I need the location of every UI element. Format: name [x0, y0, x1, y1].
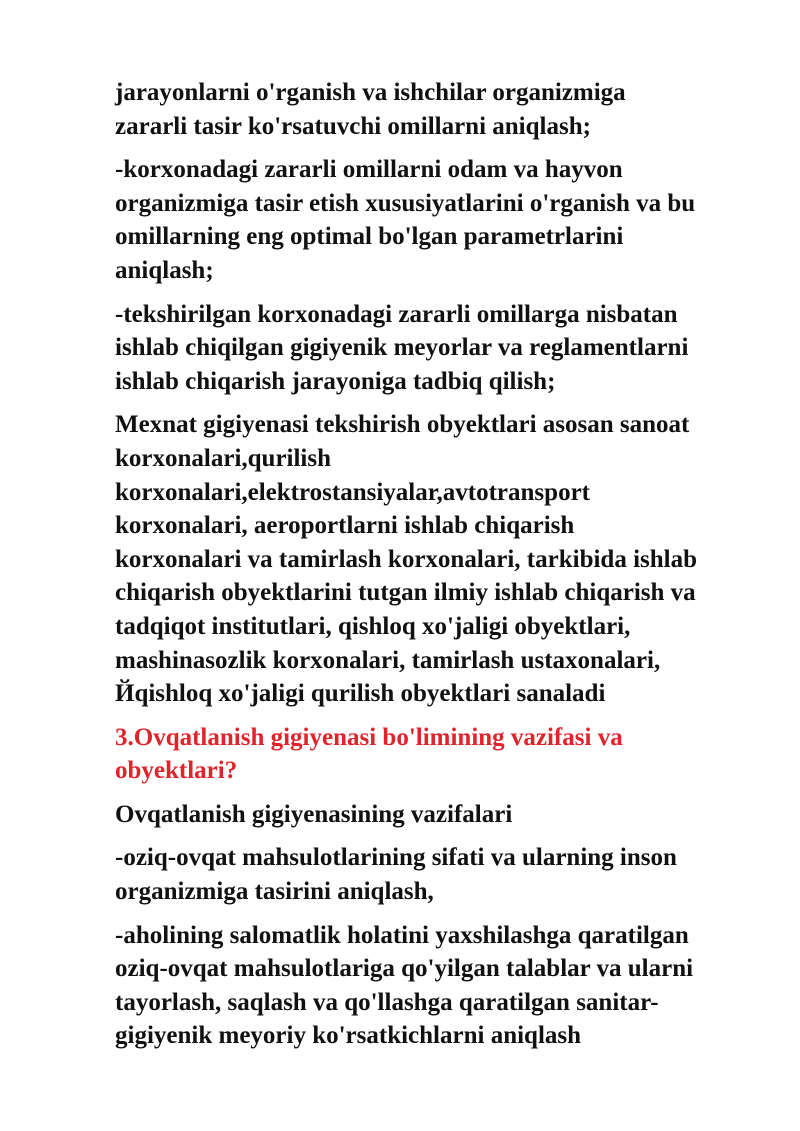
- document-page: [115, 76, 747, 1063]
- paragraph-food-quality: -oziq-ovqat mahsulotlarining sifati va ularning inson organizmiga tasirini aniqlash,: [115, 844, 677, 906]
- paragraph-nutrition-tasks-title: Ovqatlanish gigiyenasining vazifalari: [115, 800, 513, 828]
- paragraph-hygienic-norms: -tekshirilgan korxonadagi zararli omillarga nisbatan ishlab chiqilgan gigiyenik meyorlar va reglamentlarni ishlab chiqarish jarayoniga tadbiq qilish;: [115, 300, 689, 395]
- section-heading-nutrition-hygiene: 3.Ovqatlanish gigiyenasi bo'limining vazifasi va obyektlari?: [115, 723, 623, 785]
- paragraph-intro-continuation: jarayonlarni o'rganish va ishchilar organizmiga zararli tasir ko'rsatuvchi omillarni aniqlash;: [115, 79, 626, 140]
- paragraph-harmful-factors-study: -korxonadagi zararli omillarni odam va hayvon organizmiga tasir etish xususiyatlarini o'rganish va bu omillarning eng optimal bo'lgan parametrlarini aniqlash;: [115, 156, 696, 284]
- paragraph-labor-hygiene-objects: Mexnat gigiyenasi tekshirish obyektlari asosan sanoat korxonalari,qurilish korxonalari,elektrostansiyalar,avtotransport korxonalari, aeroportlarni ishlab chiqarish korxonalari va tamirlash korxonalari, tarkibida ishlab chiqarish obyektlarini tutgan ilmiy ishlab chiqarish va tadqiqot institutlari, qishloq xo'jaligi obyektlari, mashinasozlik korxonalari, tamirlash ustaxonalari, Йqishloq xo'jaligi qurilish obyektlari sanaladi: [115, 411, 698, 708]
- paragraph-sanitary-norms: -aholining salomatlik holatini yaxshilashga qaratilgan oziq-ovqat mahsulotlariga qo'yilgan talablar va ularni tayorlash, saqlash va qo'llashga qaratilgan sanitar- gigiyenik meyoriy ko'rsatkichlarni aniqlash: [115, 921, 694, 1050]
